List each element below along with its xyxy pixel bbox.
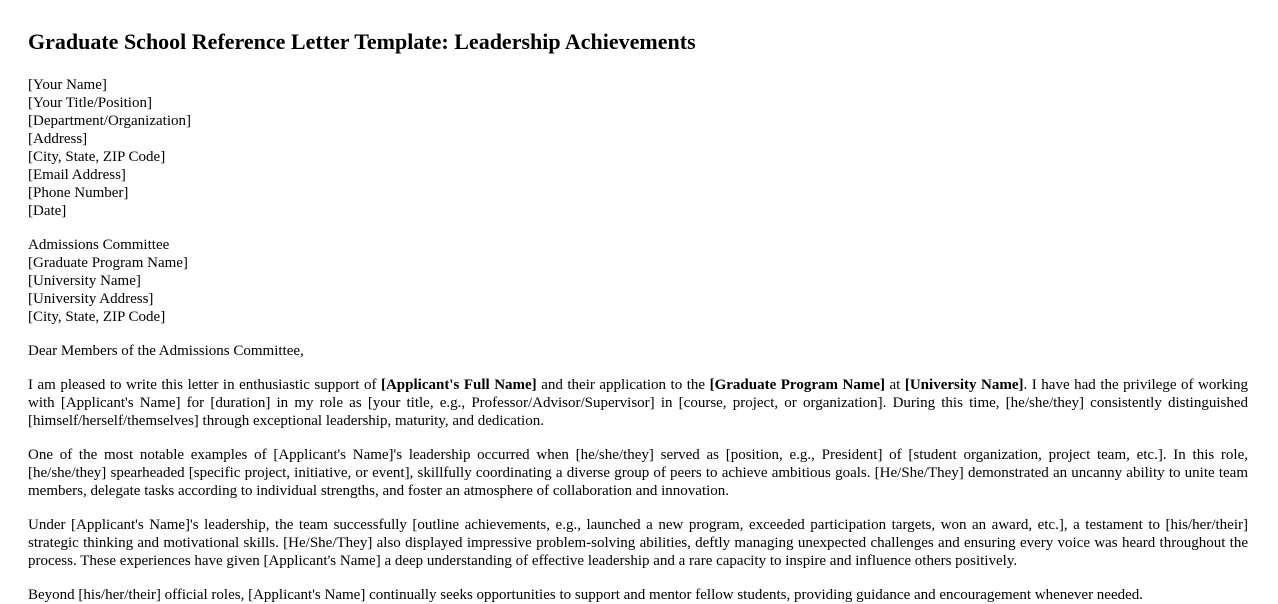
university-name: [University Name]: [904, 377, 1024, 393]
sender-phone: [Phone Number]: [28, 185, 129, 201]
sender-department: [Department/Organization]: [28, 113, 191, 129]
page-title: Graduate School Reference Letter Template: Leadership Achievements: [28, 29, 696, 54]
para1-text-4: . I have had the privilege of working with [Applicant's Name] for [duration] in my role as [your title, e.g., Professor/Advisor/Supervisor] in [course, project, or organization]. During this time, [he/she/they] consistently distinguished [himself/herself/themselves] through exceptional leadership, maturity, and dedication.: [28, 377, 1248, 429]
graduate-program-name: [Graduate Program Name]: [709, 377, 885, 393]
recipient-address-block: [28, 236, 1250, 326]
para1-text-3: at: [884, 377, 905, 393]
paragraph-leadership-example: One of the most notable examples of [Applicant's Name]'s leadership occurred when [he/she/they] served as [position, e.g., President] of [student organization, project team, etc.]. In this role, [he/she/they] spearheaded [specific project, initiative, or event], skillfully coordinating a diverse group of peers to achieve ambitious goals. [He/She/They] demonstrated an uncanny ability to unite team members, delegate tasks according to individual strengths, and foster an atmosphere of collaboration and innovation.: [28, 447, 1248, 499]
recipient-address: [University Address]: [28, 291, 154, 307]
paragraph-introduction: [28, 376, 1250, 430]
letter-date: [Date]: [28, 203, 67, 219]
sender-email: [Email Address]: [28, 167, 126, 183]
sender-title: [Your Title/Position]: [28, 95, 152, 111]
sender-city-state-zip: [City, State, ZIP Code]: [28, 149, 166, 165]
sender-name: [Your Name]: [28, 77, 107, 93]
recipient-university: [University Name]: [28, 273, 141, 289]
paragraph-achievements: Under [Applicant's Name]'s leadership, the team successfully [outline achievements, e.g., launched a new program, exceeded participation targets, won an award, etc.], a testament to [his/her/their] strategic thinking and motivational skills. [He/She/They] also displayed impressive problem-solving abilities, deftly managing unexpected challenges and ensuring every voice was heard throughout the process. These experiences have given [Applicant's Name] a deep understanding of effective leadership and a rare capacity to inspire and influence others positively.: [28, 517, 1248, 569]
salutation: Dear Members of the Admissions Committee,: [28, 343, 304, 359]
paragraph-mentoring: Beyond [his/her/their] official roles, [Applicant's Name] continually seeks opportunities to support and mentor fellow students, providing guidance and encouragement whenever needed.: [28, 587, 1144, 603]
recipient-city-state-zip: [City, State, ZIP Code]: [28, 309, 166, 325]
para1-text-2: and their application to the: [536, 377, 710, 393]
recipient-program: [Graduate Program Name]: [28, 255, 188, 271]
sender-address-block: [28, 76, 1250, 220]
para1-text-1: I am pleased to write this letter in enthusiastic support of: [28, 377, 381, 393]
applicant-full-name: [Applicant's Full Name]: [380, 377, 537, 393]
recipient-committee: Admissions Committee: [28, 237, 170, 253]
sender-address: [Address]: [28, 131, 88, 147]
